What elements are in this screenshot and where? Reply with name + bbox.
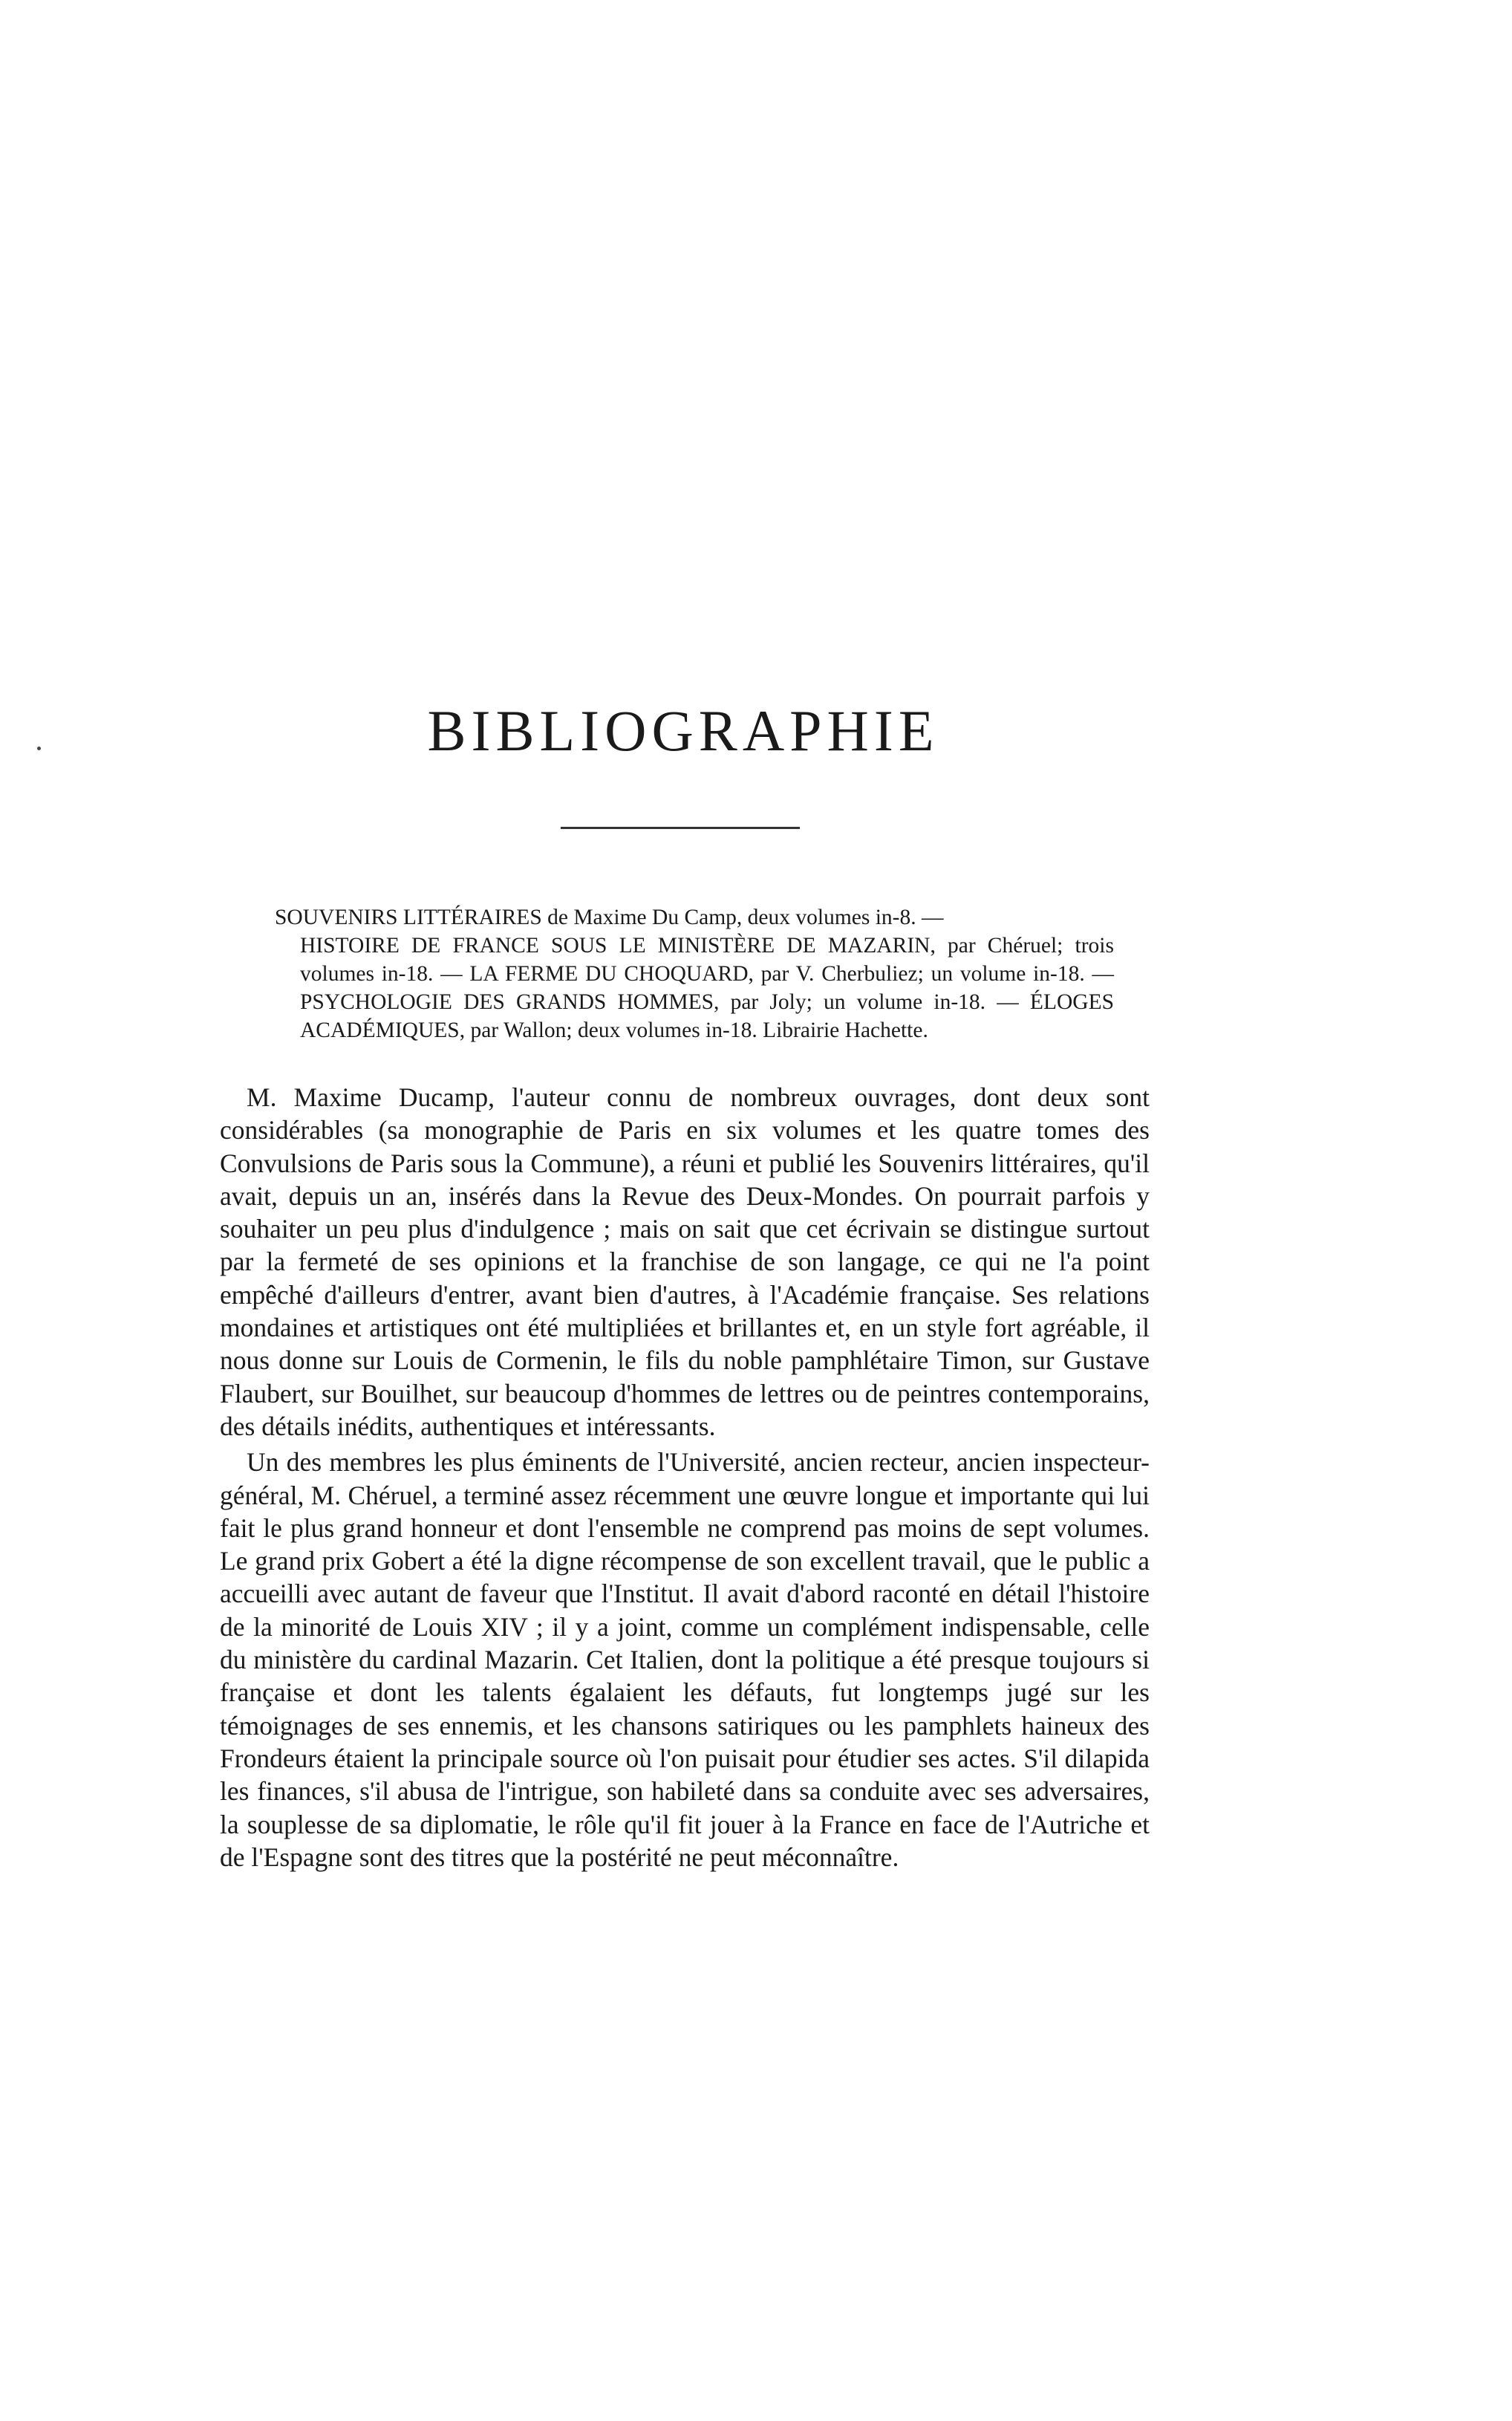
bibliographic-note-rest: HISTOIRE DE FRANCE SOUS LE MINISTÈRE DE MAZARIN, par Chéruel; trois volumes in-18. — LA FERME DU CHOQUARD, par V. Cherbuliez; un volume in-18. — PSYCHOLOGIE DES GRANDS HOMMES, par Joly; un volume in-18. — ÉLOGES ACADÉMIQUES, par Wallon; deux volumes in-18. Librairie Hachette. <box>300 934 1114 1042</box>
bibliographic-note <box>276 903 1114 1044</box>
body-text <box>220 1081 1150 1874</box>
title-rule <box>561 827 800 829</box>
paragraph-cheruel: Un des membres les plus éminents de l'Université, ancien recteur, ancien inspecteur-général, M. Chéruel, a terminé assez récemment une œuvre longue et importante qui lui fait le plus grand honneur et dont l'ensemble ne comprend pas moins de sept volumes. Le grand prix Gobert a été la digne récompense de son excellent travail, que le public a accueilli avec autant de faveur que l'Institut. Il avait d'abord raconté en détail l'histoire de la minorité de Louis XIV ; il y a joint, comme un complément indispensable, celle du ministère du cardinal Mazarin. Cet Italien, dont la politique a été presque toujours si française et dont les talents égalaient les défauts, fut longtemps jugé sur les témoignages de ses ennemis, et les chansons satiriques ou les pamphlets haineux des Frondeurs étaient la principale source où l'on puisait pour étudier ses actes. S'il dilapida les finances, s'il abusa de l'intrigue, son habileté dans sa conduite avec ses adversaires, la souplesse de sa diplomatie, le rôle qu'il fit jouer à la France en face de l'Autriche et de l'Espagne sont des titres que la postérité ne peut méconnaître. <box>220 1447 1150 1872</box>
paragraph-ducamp: M. Maxime Ducamp, l'auteur connu de nombreux ouvrages, dont deux sont considérables (sa monographie de Paris en six volumes et les quatre tomes des Convulsions de Paris sous la Commune), a réuni et publié les Souvenirs littéraires, qu'il avait, depuis un an, insérés dans la Revue des Deux-Mondes. On pourrait parfois y souhaiter un peu plus d'indulgence ; mais on sait que cet écrivain se distingue surtout par la fermeté de ses opinions et la franchise de son langage, ce qui ne l'a point empêché d'ailleurs d'entrer, avant bien d'autres, à l'Académie française. Ses relations mondaines et artistiques ont été multipliées et brillantes et, en un style fort agréable, il nous donne sur Louis de Cormenin, le fils du noble pamphlétaire Timon, sur Gustave Flaubert, sur Bouilhet, sur beaucoup d'hommes de lettres ou de peintres contemporains, des détails inédits, authentiques et intéressants. <box>220 1082 1150 1441</box>
page-title: BIBLIOGRAPHIE <box>427 698 939 763</box>
bibliographic-note-first-line: SOUVENIRS LITTÉRAIRES de Maxime Du Camp, deux volumes in-8. — <box>275 906 944 929</box>
